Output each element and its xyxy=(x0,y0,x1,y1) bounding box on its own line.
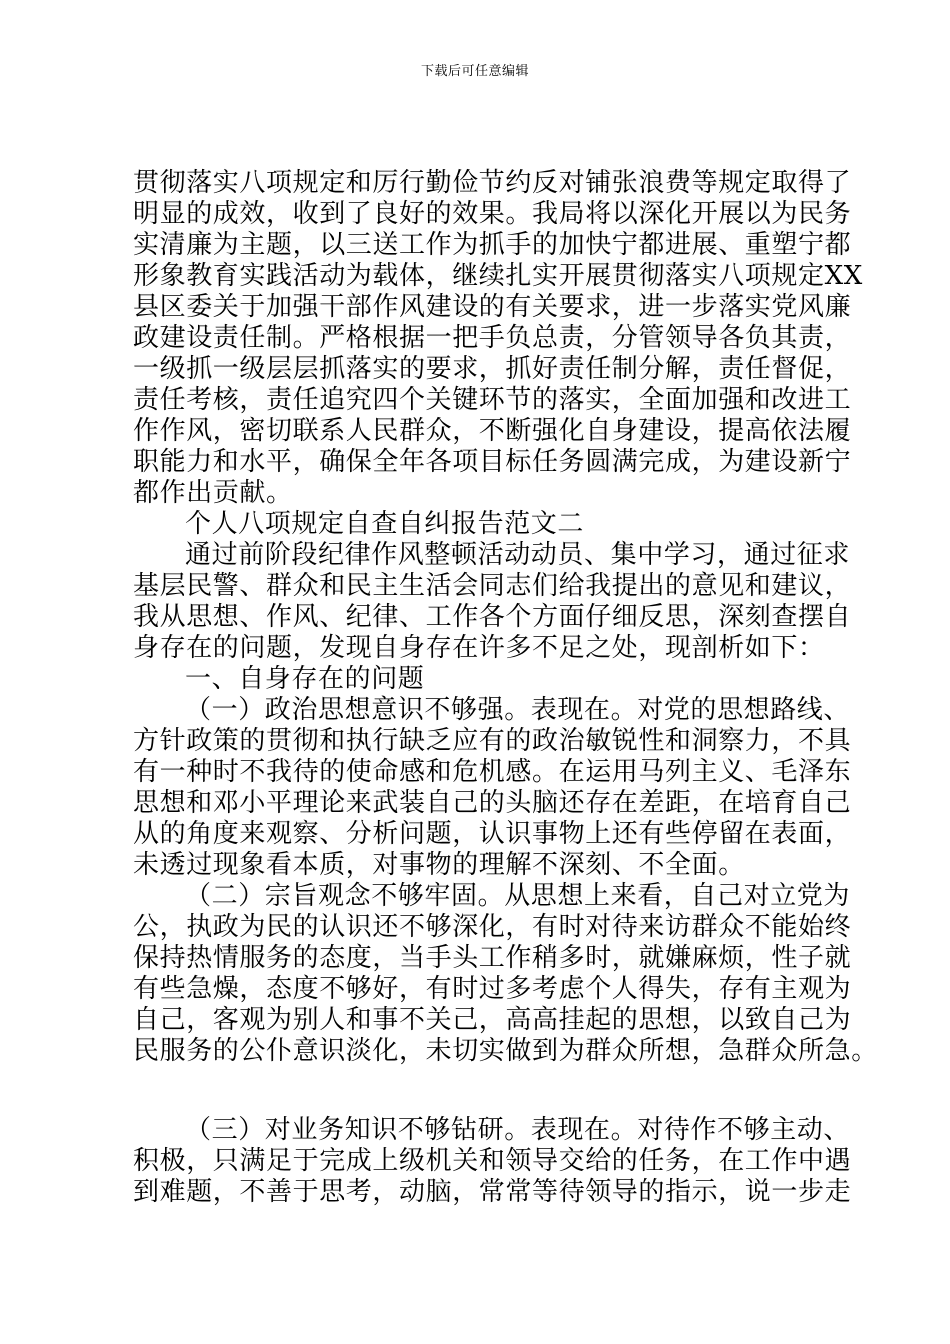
text-line: 明显的成效，收到了良好的效果。我局将以深化开展以为民务 xyxy=(133,199,852,229)
text-line: 自己，客观为别人和事不关己，高高挂起的思想，以致自己为 xyxy=(133,1005,852,1035)
text-line: 有些急燥，态度不够好，有时过多考虑个人得失，存有主观为 xyxy=(133,974,852,1004)
text-line: （二）宗旨观念不够牢固。从思想上来看，自己对立党为 xyxy=(185,881,851,911)
text-line: （一）政治思想意识不够强。表现在。对党的思想路线、 xyxy=(185,695,851,725)
text-line: 形象教育实践活动为载体，继续扎实开展贯彻落实八项规定XX xyxy=(133,261,863,291)
text-line: 实清廉为主题，以三送工作为抓手的加快宁都进展、重塑宁都 xyxy=(133,230,852,260)
paragraph-gap xyxy=(133,1067,833,1115)
text-line: 从的角度来观察、分析问题，认识事物上还有些停留在表面， xyxy=(133,819,852,849)
text-line: 身存在的问题，发现自身存在许多不足之处，现剖析如下： xyxy=(133,633,825,663)
page-header: 下载后可任意编辑 xyxy=(420,64,529,79)
text-line: 到难题，不善于思考，动脑，常常等待领导的指示，说一步走 xyxy=(133,1177,852,1207)
text-line: 基层民警、群众和民主生活会同志们给我提出的意见和建议， xyxy=(133,571,852,601)
text-line: 都作出贡献。 xyxy=(133,478,293,508)
heading-problems xyxy=(133,664,833,695)
text-line: 政建设责任制。严格根据一把手负总责，分管领导各负其责， xyxy=(133,323,852,353)
text-line: 通过前阶段纪律作风整顿活动动员、集中学习，通过征求 xyxy=(185,540,851,570)
paragraph-intro xyxy=(133,540,852,664)
text-line: 一、自身存在的问题 xyxy=(185,664,425,694)
paragraph-item-1 xyxy=(133,695,852,881)
text-line: 思想和邓小平理论来武装自己的头脑还存在差距，在培育自己 xyxy=(133,788,852,818)
text-line: 县区委关于加强干部作风建设的有关要求，进一步落实党风廉 xyxy=(133,292,852,322)
text-line: 一级抓一级层层抓落实的要求，抓好责任制分解，责任督促， xyxy=(133,354,852,384)
text-line: 积极，只满足于完成上级机关和领导交给的任务，在工作中遇 xyxy=(133,1146,852,1176)
section-title xyxy=(133,509,833,540)
paragraph-item-2 xyxy=(133,881,878,1067)
text-line: （三）对业务知识不够钻研。表现在。对待作不够主动、 xyxy=(185,1115,851,1145)
text-line: 贯彻落实八项规定和厉行勤俭节约反对铺张浪费等规定取得了 xyxy=(133,168,852,198)
text-line: 保持热情服务的态度，当手头工作稍多时，就嫌麻烦，性子就 xyxy=(133,943,852,973)
text-line: 我从思想、作风、纪律、工作各个方面仔细反思，深刻查摆自 xyxy=(133,602,852,632)
text-line: 作作风，密切联系人民群众，不断强化自身建设，提高依法履 xyxy=(133,416,852,446)
text-line: 方针政策的贯彻和执行缺乏应有的政治敏锐性和洞察力，不具 xyxy=(133,726,852,756)
paragraph-item-3 xyxy=(133,1115,852,1208)
text-line: 未透过现象看本质，对事物的理解不深刻、不全面。 xyxy=(133,850,745,880)
text-line: 个人八项规定自查自纠报告范文二 xyxy=(185,509,585,539)
text-line: 职能力和水平，确保全年各项目标任务圆满完成，为建设新宁 xyxy=(133,447,852,477)
document-body xyxy=(133,168,878,1208)
text-line: 民服务的公仆意识淡化，未切实做到为群众所想，急群众所急。 xyxy=(133,1036,878,1066)
text-line: 责任考核，责任追究四个关键环节的落实，全面加强和改进工 xyxy=(133,385,852,415)
text-line: 公，执政为民的认识还不够深化，有时对待来访群众不能始终 xyxy=(133,912,852,942)
text-line: 有一种时不我待的使命感和危机感。在运用马列主义、毛泽东 xyxy=(133,757,852,787)
paragraph-continuation xyxy=(133,168,863,509)
